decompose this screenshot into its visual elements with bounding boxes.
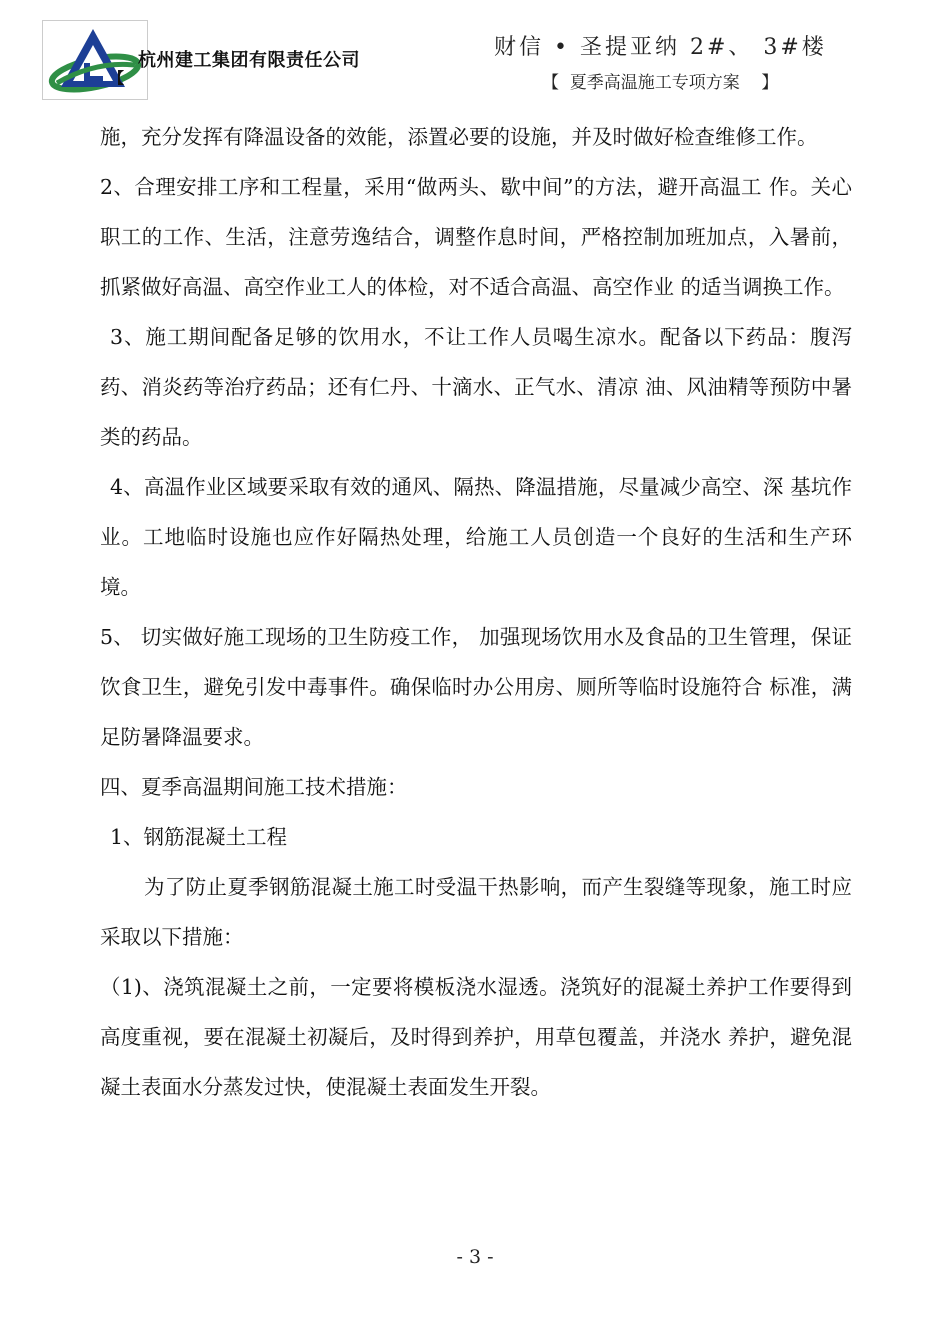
document-subtitle: 【 夏季高温施工专项方案 】 xyxy=(542,73,779,93)
logo-triangle-icon xyxy=(43,21,147,99)
paragraph-item-2: 2、合理安排工序和工程量，采用“做两头、歇中间”的方法，避开高温工 作。关心职工的工作、生活，注意劳逸结合，调整作息时间，严格控制加班加点，入暑前，抓紧做好高温、高空作业工人的体检，对不适合高温、高空作业 的适当调换工作。 xyxy=(100,175,852,299)
page-header xyxy=(40,20,860,102)
paragraph-item-5: 5、 切实做好施工现场的卫生防疫工作， 加强现场饮用水及食品的卫生管理，保证饮食卫生，避免引发中毒事件。确保临时办公用房、厕所等临时设施符合 标准，满足防暑降温要求。 xyxy=(100,625,852,749)
paragraph-measure-1: （1)、浇筑混凝土之前，一定要将模板浇水湿透。浇筑好的混凝土养护工作要得到高度重视，要在混凝土初凝后，及时得到养护，用草包覆盖，并浇水 养护，避免混凝土表面水分蒸发过快，使混凝土表面发生开裂。 xyxy=(100,975,852,1099)
paragraph-intro: 为了防止夏季钢筋混凝土施工时受温干热影响，而产生裂缝等现象，施工时应采取以下措施： xyxy=(100,875,852,949)
logo-bracket: 【 xyxy=(109,69,125,87)
subsection-heading-1: 1、钢筋混凝土工程 xyxy=(110,825,288,849)
paragraph-item-4: 4、高温作业区域要采取有效的通风、隔热、降温措施，尽量减少高空、深 基坑作业。工地临时设施也应作好隔热处理，给施工人员创造一个良好的生活和生产环境。 xyxy=(100,475,852,599)
paragraph-continuation: 施，充分发挥有降温设备的效能，添置必要的设施，并及时做好检查维修工作。 xyxy=(100,125,818,149)
page-number: - 3 - xyxy=(456,1246,494,1268)
company-logo xyxy=(42,20,148,100)
paragraph-item-3: 3、施工期间配备足够的饮用水，不让工作人员喝生凉水。配备以下药品：腹泻药、消炎药等治疗药品；还有仁丹、十滴水、正气水、清凉 油、风油精等预防中暑类的药品。 xyxy=(100,325,852,449)
document-body xyxy=(100,112,852,1112)
section-heading-4: 四、夏季高温期间施工技术措施： xyxy=(100,775,408,799)
project-title: 财信 • 圣提亚纳 2#、 3#楼 xyxy=(494,35,827,60)
company-name: 杭州建工集团有限责任公司 xyxy=(138,50,360,71)
